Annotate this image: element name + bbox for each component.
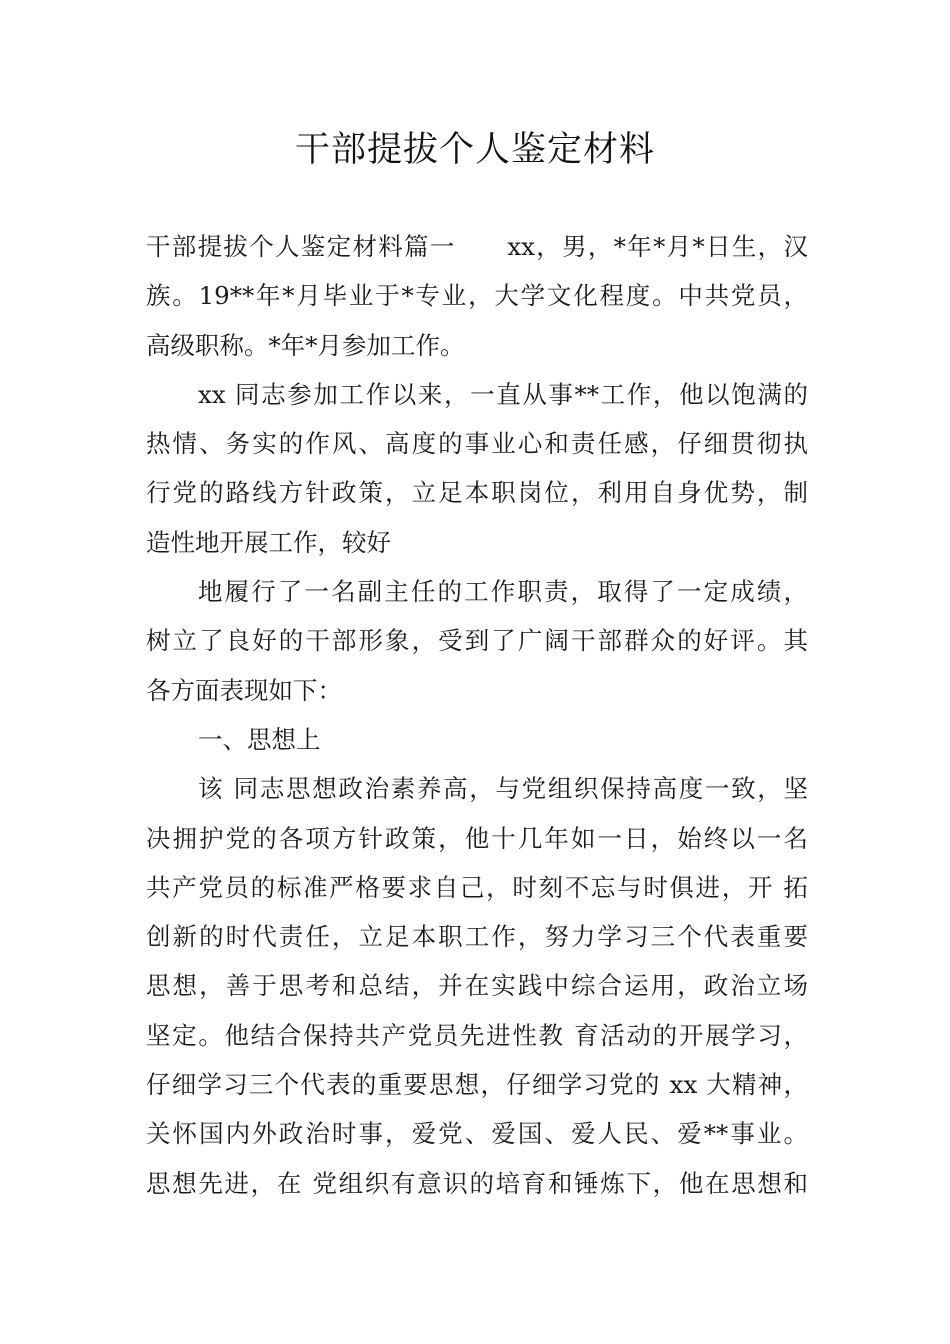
body-line: 创新的时代责任，立足本职工作，努力学习三个代表重要 [146, 922, 808, 952]
body-line: 树立了良好的干部形象，受到了广阔干部群众的好评。其 [146, 626, 808, 656]
document-body [146, 222, 808, 1208]
body-line: 仔细学习三个代表的重要思想，仔细学习党的 xx 大精神， [146, 1070, 808, 1100]
body-line: 行党的路线方针政策，立足本职岗位，利用自身优势，制 [146, 478, 808, 508]
body-line: 关怀国内外政治时事，爱党、爱国、爱人民、爱**事业。 [146, 1119, 808, 1149]
body-line: 各方面表现如下： [146, 675, 342, 705]
body-line: 坚定。他结合保持共产党员先进性教 育活动的开展学习， [146, 1020, 808, 1050]
body-line: 地履行了一名副主任的工作职责，取得了一定成绩， [198, 577, 808, 607]
body-line: xx 同志参加工作以来，一直从事**工作，他以饱满的 [198, 379, 808, 409]
body-line: 该 同志思想政治素养高，与党组织保持高度一致，坚 [198, 774, 808, 804]
body-line: 造性地开展工作，较好 [146, 527, 391, 557]
body-line: 热情、务实的作风、高度的事业心和责任感，仔细贯彻执 [146, 429, 808, 459]
document-title: 干部提拔个人鉴定材料 [294, 130, 655, 170]
body-line: 共产党员的标准严格要求自己，时刻不忘与时俱进，开 拓 [146, 872, 808, 902]
body-line: 一、思想上 [198, 724, 321, 754]
body-line: 思想先进，在 党组织有意识的培育和锤炼下，他在思想和 [146, 1168, 808, 1198]
body-line: 干部提拔个人鉴定材料篇一 xx，男，*年*月*日生，汉 [146, 232, 808, 261]
body-line: 族。19**年*月毕业于*专业，大学文化程度。中共党员， [146, 281, 808, 311]
body-line: 决拥护党的各项方针政策，他十几年如一日，始终以一名 [146, 823, 808, 853]
body-line: 思想，善于思考和总结，并在实践中综合运用，政治立场 [146, 971, 808, 1001]
body-line: 高级职称。*年*月参加工作。 [146, 330, 465, 360]
